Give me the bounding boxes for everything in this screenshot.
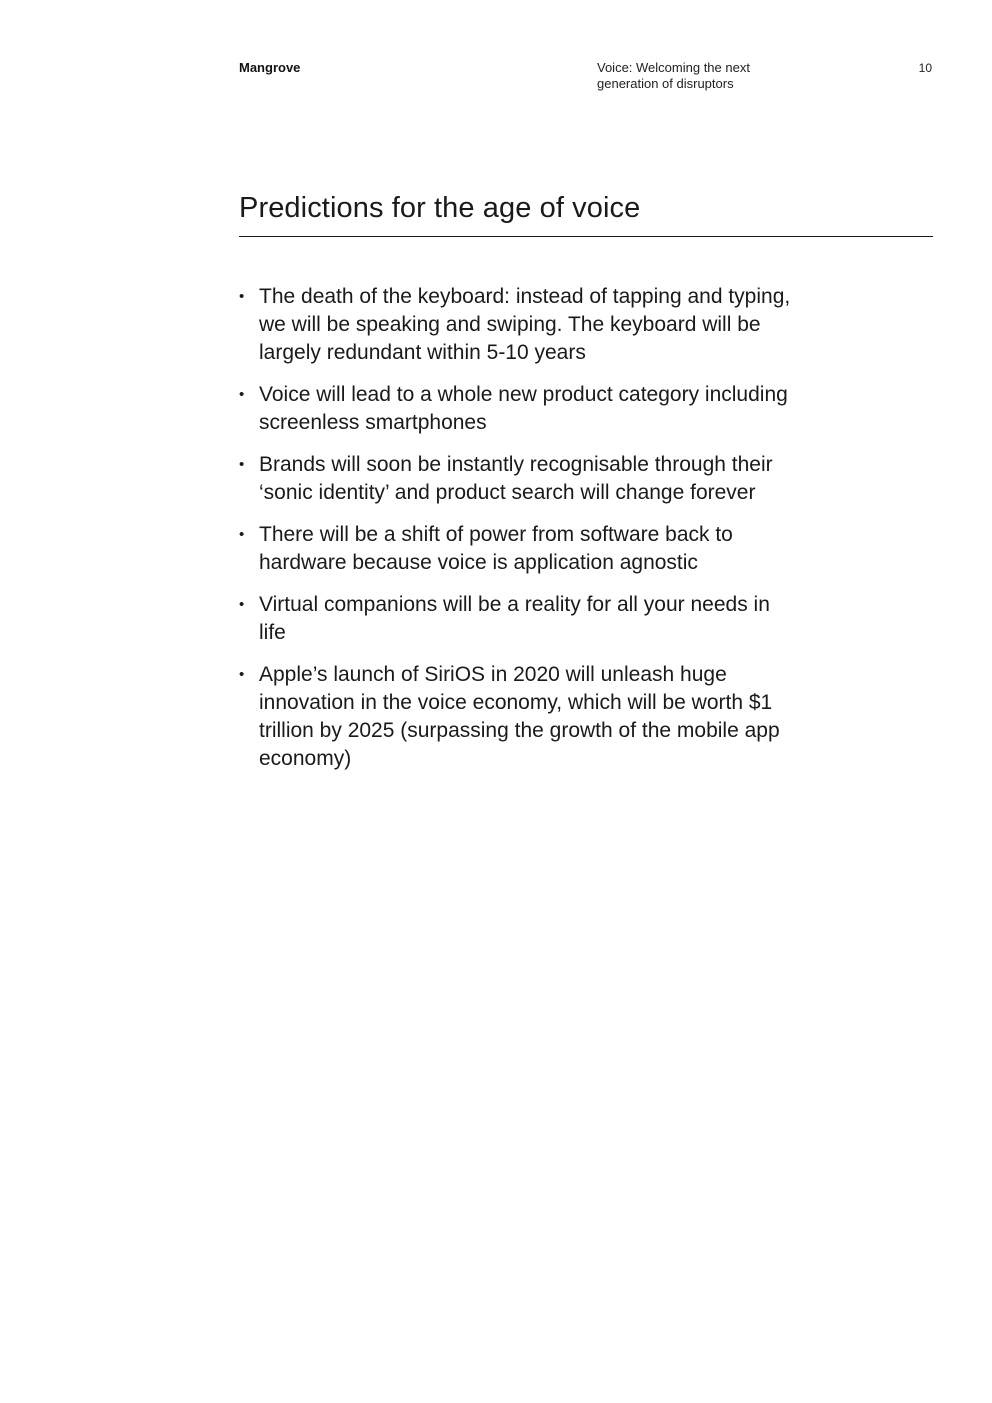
bullet-icon: • [239,288,245,305]
page-number: 10 [918,61,932,75]
prediction-item [239,521,799,577]
prediction-item [239,451,799,507]
prediction-text: The death of the keyboard: instead of tapping and typing, we will be speaking and swiping. The keyboard will be largely redundant within 5-10 years [259,285,791,364]
brand-name: Mangrove [239,60,301,75]
bullet-icon: • [239,596,245,613]
prediction-text: There will be a shift of power from software back to hardware because voice is application agnostic [259,523,733,574]
prediction-text: Voice will lead to a whole new product category including screenless smartphones [259,383,788,434]
prediction-text: Virtual companions will be a reality for all your needs in life [259,593,770,644]
bullet-icon: • [239,386,245,403]
bullet-icon: • [239,526,245,543]
bullet-icon: • [239,666,245,683]
prediction-item [239,661,799,773]
bullet-icon: • [239,456,245,473]
prediction-item [239,381,799,437]
prediction-text: Apple’s launch of SiriOS in 2020 will unleash huge innovation in the voice economy, which will be worth $1 trillion by 2025 (surpassing the growth of the mobile app economy) [259,663,780,770]
section-heading: Predictions for the age of voice [239,192,641,224]
prediction-item [239,591,799,647]
heading-divider [239,236,933,237]
document-title: Voice: Welcoming the next generation of disruptors [597,60,750,91]
predictions-list [239,283,799,787]
prediction-text: Brands will soon be instantly recognisable through their ‘sonic identity’ and product search will change forever [259,453,773,504]
prediction-item [239,283,799,367]
